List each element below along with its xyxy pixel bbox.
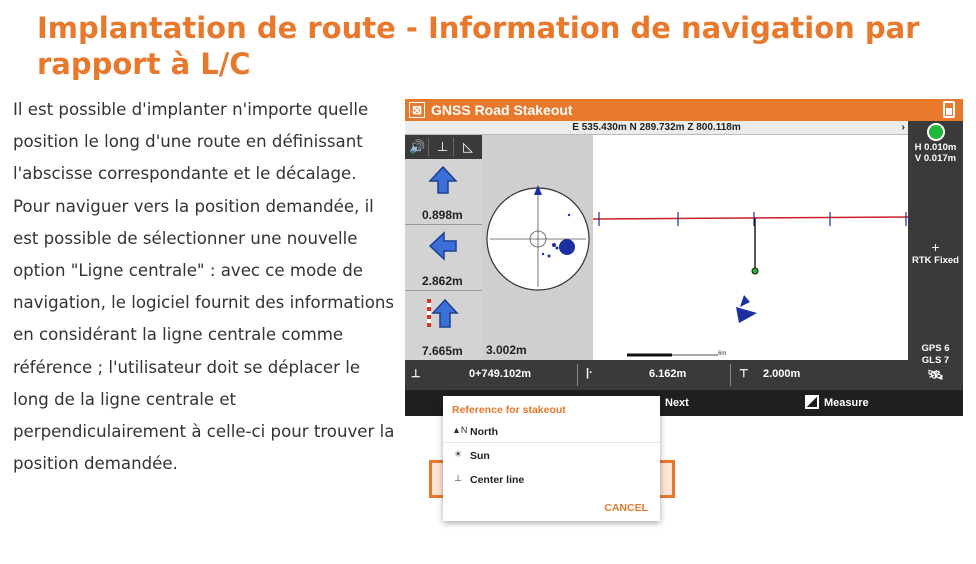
compass-point bbox=[542, 253, 544, 255]
stakeout-graphic[interactable] bbox=[482, 135, 908, 360]
graphic-value: 3.002m bbox=[486, 343, 527, 357]
option-label: Sun bbox=[470, 450, 490, 462]
app-title: GNSS Road Stakeout bbox=[431, 102, 573, 118]
arrow-left-icon bbox=[428, 231, 458, 261]
offset-value: 6.162m bbox=[649, 368, 687, 380]
station-icon: ⊥ bbox=[411, 368, 421, 380]
status-panel bbox=[908, 121, 963, 394]
tool-icon-row bbox=[405, 135, 482, 159]
station-value: 0+749.102m bbox=[469, 368, 532, 380]
centerline-icon[interactable]: ⊥ bbox=[432, 138, 454, 156]
speaker-icon[interactable]: 🔊 bbox=[407, 138, 429, 156]
offset-icon: |· bbox=[586, 367, 593, 379]
measure-icon bbox=[805, 395, 819, 409]
position-marker bbox=[736, 307, 757, 323]
cancel-button[interactable]: CANCEL bbox=[604, 502, 648, 514]
compass-point bbox=[556, 247, 559, 250]
arrow-up-icon bbox=[428, 165, 458, 195]
nav-left-cell bbox=[405, 225, 482, 291]
option-label: North bbox=[470, 426, 498, 438]
app-window bbox=[405, 99, 963, 416]
app-titlebar bbox=[405, 99, 963, 121]
slope-icon[interactable]: ◺ bbox=[463, 139, 473, 154]
gls-count: GLS 7 bbox=[921, 355, 950, 366]
option-label: Center line bbox=[470, 474, 525, 486]
center-line-icon: ⊥ bbox=[454, 473, 462, 483]
north-icon: ▲N bbox=[452, 425, 468, 435]
nav-height-cell bbox=[405, 291, 482, 360]
option-sun[interactable] bbox=[443, 445, 660, 467]
v-precision: V 0.017m bbox=[914, 153, 957, 164]
navigation-panel bbox=[405, 135, 482, 360]
stakeout-map bbox=[482, 135, 908, 360]
stake-point bbox=[752, 268, 758, 274]
gps-status-icon[interactable] bbox=[927, 123, 945, 141]
crosshair-icon: + bbox=[931, 239, 940, 255]
option-center-line[interactable] bbox=[443, 469, 660, 491]
popup-title: Reference for stakeout bbox=[452, 404, 566, 416]
gps-count: GPS 6 bbox=[921, 343, 950, 354]
info-bar bbox=[405, 360, 908, 390]
nav-height-value: 7.665m bbox=[422, 344, 463, 358]
nav-left-value: 2.862m bbox=[422, 274, 463, 288]
nav-forward-value: 0.898m bbox=[422, 208, 463, 222]
position-marker bbox=[740, 295, 750, 307]
app-logo-icon: ⊠ bbox=[409, 102, 425, 118]
compass-point bbox=[548, 255, 551, 258]
fix-status: RTK Fixed bbox=[912, 255, 959, 266]
compass-point bbox=[568, 214, 570, 216]
coordinate-bar[interactable] bbox=[405, 121, 908, 135]
coordinate-readout: E 535.430m N 289.732m Z 800.118m bbox=[572, 122, 741, 133]
satellite-icon[interactable]: 🛰 bbox=[927, 367, 944, 382]
option-north[interactable] bbox=[443, 421, 660, 443]
h-precision: H 0.010m bbox=[914, 142, 957, 153]
target-point bbox=[559, 239, 575, 255]
slide-body-text: Il est possible d'implanter n'importe quelle position le long d'une route en définissant l'abscisse correspondante et le décalage. Pour naviguer vers la position demandée, il est possible de sélectionner une nouvelle option "Ligne centrale" : avec ce mode de navigation, le logiciel fournit des informations en considérant la ligne centrale comme référence ; l'utilisateur doit se déplacer le long de la ligne centrale et perpendiculairement à celle-ci pour trouver la position demandée. bbox=[13, 100, 395, 474]
measure-button[interactable]: Measure bbox=[824, 397, 869, 409]
compass-point bbox=[552, 243, 556, 247]
next-button[interactable]: Next bbox=[665, 397, 689, 409]
sun-icon: ☀ bbox=[453, 449, 463, 459]
reference-popup bbox=[443, 396, 660, 521]
height-arrow-icon bbox=[425, 297, 459, 329]
antenna-height-icon: ⊤ bbox=[739, 368, 749, 380]
road-centerline bbox=[593, 217, 908, 219]
slide-title: Implantation de route - Information de navigation par rapport à L/C bbox=[37, 11, 920, 81]
scale-label: 6m bbox=[718, 351, 727, 357]
height-value: 2.000m bbox=[763, 368, 801, 380]
nav-forward-cell bbox=[405, 159, 482, 225]
chevron-right-icon[interactable]: › bbox=[901, 122, 905, 133]
battery-icon bbox=[943, 101, 955, 118]
